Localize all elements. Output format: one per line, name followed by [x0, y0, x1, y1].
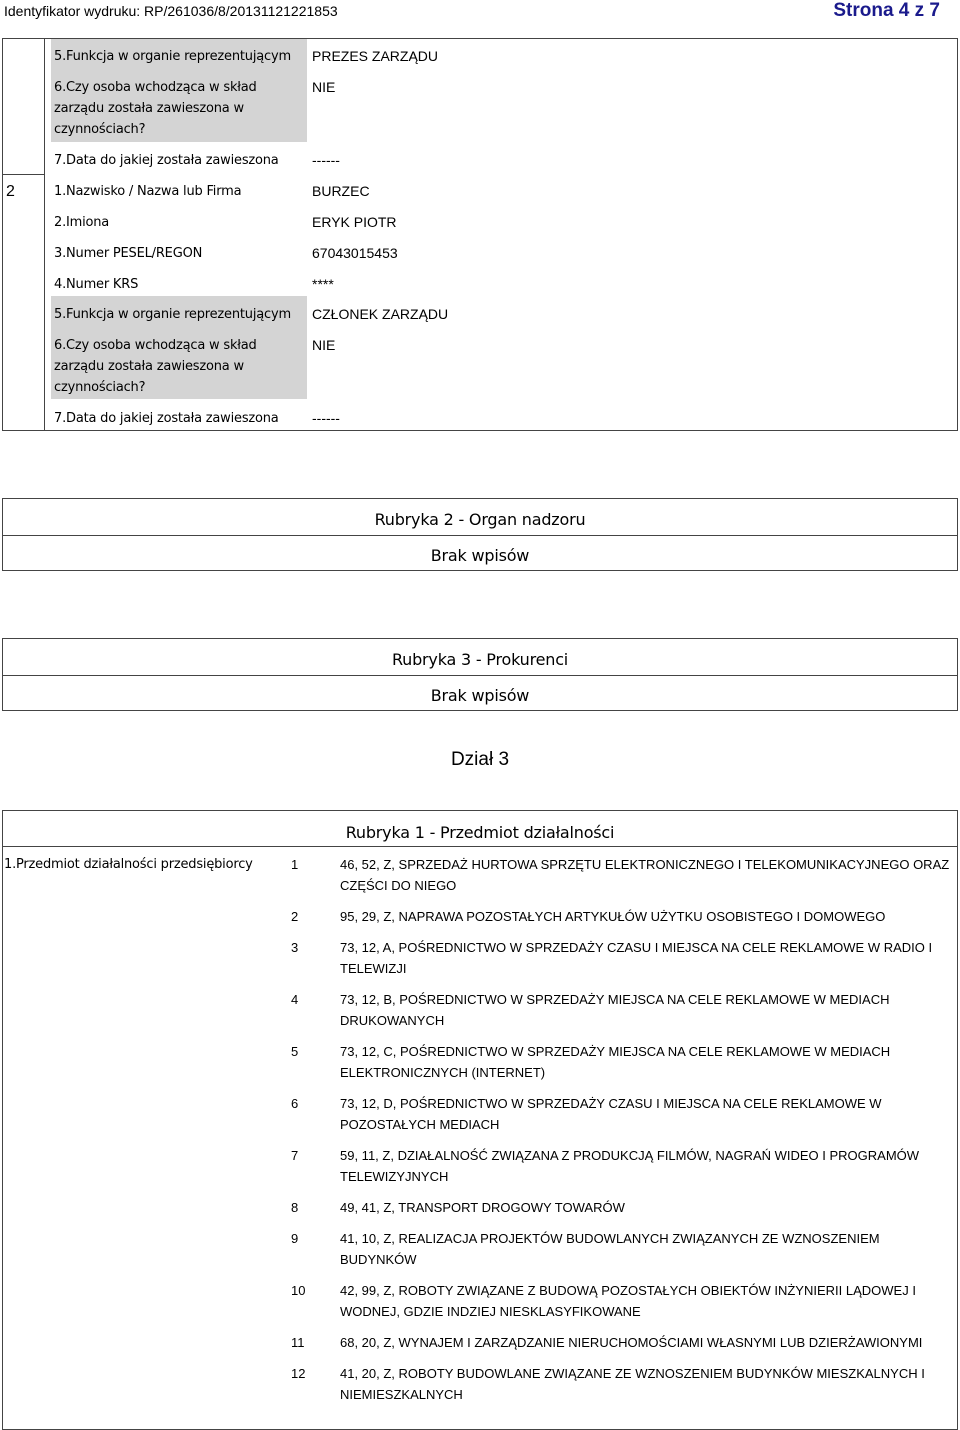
activity-text: 73, 12, C, POŚREDNICTWO W SPRZEDAŻY MIEJSCA NA CELE REKLAMOWE W MEDIACH ELEKTRONICZNYCH (INTERNET): [340, 1044, 891, 1080]
p1-field5-label: 5.Funkcja w organie reprezentującym: [54, 49, 291, 64]
p2-index: 2: [6, 183, 15, 200]
page-number: Strona 4 z 7: [833, 0, 940, 21]
activity-number: 2: [291, 909, 299, 924]
activity-number: 10: [291, 1283, 306, 1298]
p2-field1-label: 1.Nazwisko / Nazwa lub Firma: [54, 184, 242, 199]
p2-field4-label: 4.Numer KRS: [54, 277, 139, 292]
activity-text: 41, 20, Z, ROBOTY BUDOWLANE ZWIĄZANE ZE WZNOSZENIEM BUDYNKÓW MIESZKALNYCH I NIEMIESZKALNYCH: [340, 1366, 925, 1402]
activity-text: 73, 12, A, POŚREDNICTWO W SPRZEDAŻY CZASU I MIEJSCA NA CELE REKLAMOWE W RADIO I TELEWIZJI: [340, 940, 933, 976]
rubryka3-title: Rubryka 3 - Prokurenci: [391, 650, 569, 669]
activity-number: 7: [291, 1148, 299, 1163]
p2-field7-value: ------: [312, 410, 340, 426]
rubryka2-box: [2, 498, 958, 571]
activity-text: 95, 29, Z, NAPRAWA POZOSTAŁYCH ARTYKUŁÓW UŻYTKU OSOBISTEGO I DOMOWEGO: [340, 909, 886, 924]
p1-field6-value: NIE: [312, 79, 336, 95]
p2-field3-value: 67043015453: [312, 245, 398, 261]
p2-field7-label: 7.Data do jakiej została zawieszona: [54, 411, 279, 426]
activity-number: 6: [291, 1096, 299, 1111]
dzial3-title: Dział 3: [450, 749, 510, 770]
activity-text: 59, 11, Z, DZIAŁALNOŚĆ ZWIĄZANA Z PRODUKCJĄ FILMÓW, NAGRAŃ WIDEO I PROGRAMÓW TELEWIZYJNYCH: [340, 1148, 920, 1184]
activity-number: 3: [291, 940, 299, 955]
activity-number: 1: [291, 857, 299, 872]
p2-field2-label: 2.Imiona: [54, 215, 110, 230]
activity-number: 8: [291, 1200, 299, 1215]
activity-text: 42, 99, Z, ROBOTY ZWIĄZANE Z BUDOWĄ POZOSTAŁYCH OBIEKTÓW INŻYNIERII LĄDOWEJ I WODNEJ, GDZIE INDZIEJ NIESKLASYFIKOWANE: [340, 1283, 916, 1319]
p2-field4-value: ****: [312, 276, 334, 292]
p2-field2-value: ERYK PIOTR: [312, 214, 397, 230]
p1-field5-value: PREZES ZARZĄDU: [312, 48, 439, 64]
activity-number: 12: [291, 1366, 306, 1381]
p2-field5-label: 5.Funkcja w organie reprezentującym: [54, 307, 291, 322]
rubryka2-content: Brak wpisów: [430, 546, 530, 565]
activity-label: 1.Przedmiot działalności przedsiębiorcy: [4, 857, 253, 872]
p1-field7-label: 7.Data do jakiej została zawieszona: [54, 153, 279, 168]
p1-field6-label: 6.Czy osoba wchodząca w skład zarządu została zawieszona w czynnościach?: [54, 80, 257, 137]
activity-text: 41, 10, Z, REALIZACJA PROJEKTÓW BUDOWLANYCH ZWIĄZANYCH ZE WZNOSZENIEM BUDYNKÓW: [340, 1231, 880, 1267]
rubryka3-box: [2, 638, 958, 711]
print-identifier: Identyfikator wydruku: RP/261036/8/20131121221853: [4, 3, 338, 19]
p2-field1-value: BURZEC: [312, 183, 370, 199]
rubryka1-title: Rubryka 1 - Przedmiot działalności: [345, 823, 615, 842]
rubryka3-content: Brak wpisów: [430, 686, 530, 705]
activity-number: 4: [291, 992, 299, 1007]
activity-number: 5: [291, 1044, 299, 1059]
p2-field5-value: CZŁONEK ZARZĄDU: [312, 306, 449, 322]
activity-number: 9: [291, 1231, 299, 1246]
person-separator: [2, 174, 45, 175]
activity-text: 73, 12, B, POŚREDNICTWO W SPRZEDAŻY MIEJSCA NA CELE REKLAMOWE W MEDIACH DRUKOWANYCH: [340, 992, 890, 1028]
activity-text: 46, 52, Z, SPRZEDAŻ HURTOWA SPRZĘTU ELEKTRONICZNEGO I TELEKOMUNIKACYJNEGO ORAZ CZĘŚCI DO NIEGO: [340, 857, 950, 893]
activity-text: 73, 12, D, POŚREDNICTWO W SPRZEDAŻY CZASU I MIEJSCA NA CELE REKLAMOWE W POZOSTAŁYCH MEDIACH: [340, 1096, 882, 1132]
p2-field6-label: 6.Czy osoba wchodząca w skład zarządu została zawieszona w czynnościach?: [54, 338, 257, 395]
activity-text: 49, 41, Z, TRANSPORT DROGOWY TOWARÓW: [340, 1200, 625, 1215]
activity-number: 11: [291, 1335, 305, 1350]
p2-field3-label: 3.Numer PESEL/REGON: [54, 246, 203, 261]
activity-text: 68, 20, Z, WYNAJEM I ZARZĄDZANIE NIERUCHOMOŚCIAMI WŁASNYMI LUB DZIERŻAWIONYMI: [340, 1335, 923, 1350]
p1-field7-value: ------: [312, 152, 340, 168]
index-divider: [44, 38, 45, 431]
rubryka2-title: Rubryka 2 - Organ nadzoru: [374, 510, 586, 529]
p2-field6-value: NIE: [312, 337, 336, 353]
